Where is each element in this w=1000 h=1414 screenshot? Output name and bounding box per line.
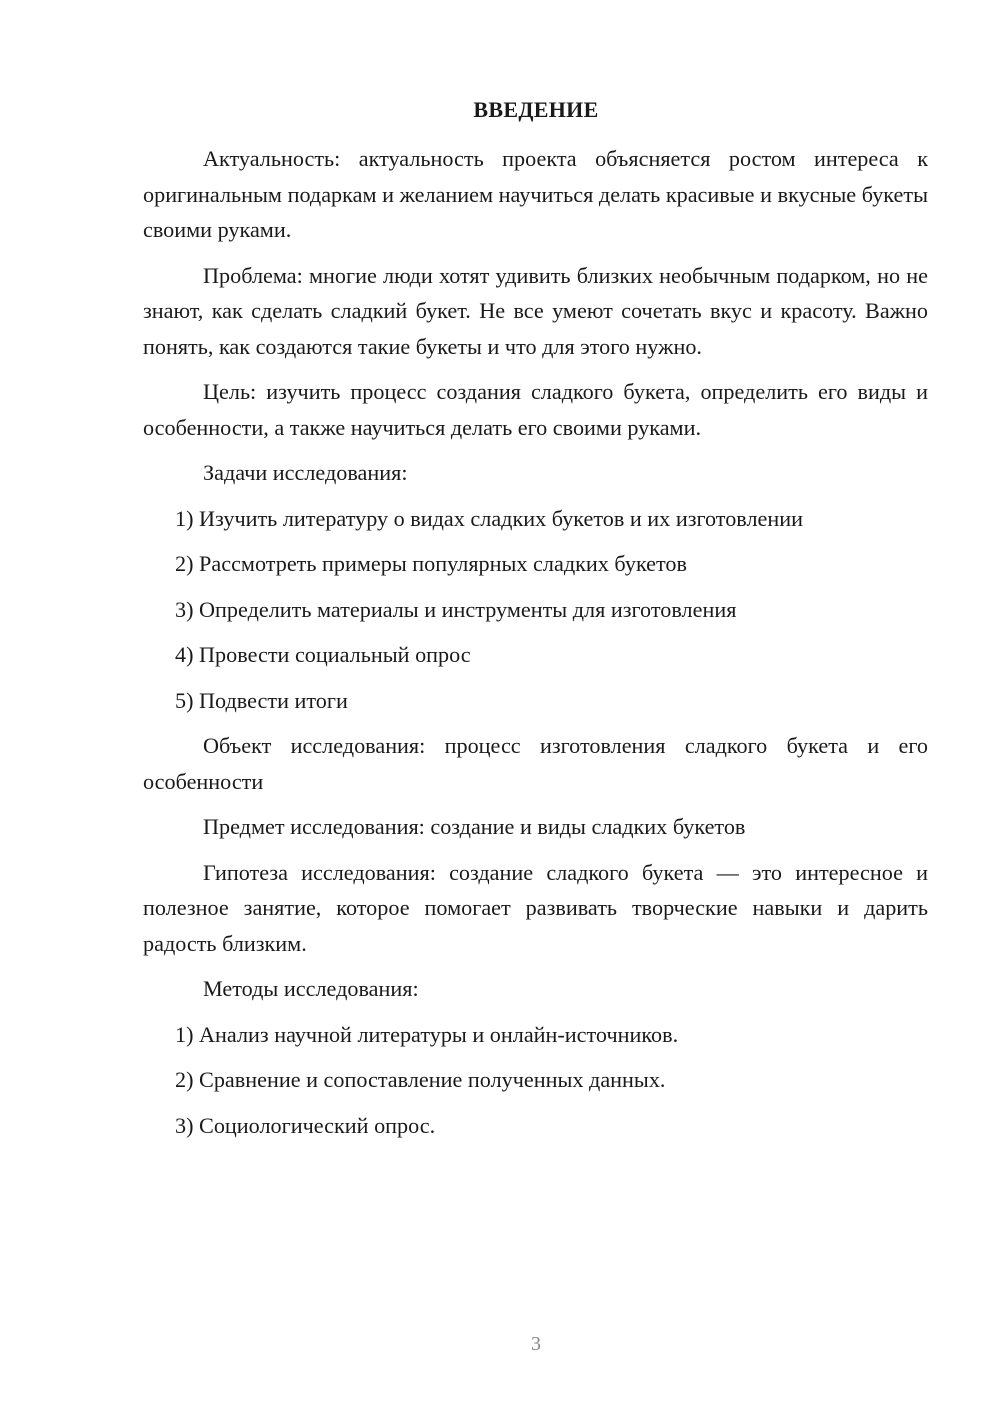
page-number: 3 bbox=[531, 1333, 541, 1355]
subject-paragraph: Предмет исследования: создание и виды сладких букетов bbox=[203, 814, 746, 839]
list-item: 1) Анализ научной литературы и онлайн-источников. bbox=[175, 1021, 679, 1047]
relevance-paragraph: Актуальность: актуальность проекта объясняется ростом интереса к оригинальным подаркам и желанием научиться делать красивые и вкусные букеты своими руками. bbox=[143, 146, 928, 242]
tasks-heading: Задачи исследования: bbox=[203, 460, 408, 485]
methods-list bbox=[143, 1017, 928, 1144]
goal-paragraph: Цель: изучить процесс создания сладкого букета, определить его виды и особенности, а также научиться делать его своими руками. bbox=[143, 379, 928, 440]
page-title: ВВЕДЕНИЕ bbox=[473, 97, 599, 122]
problem-paragraph: Проблема: многие люди хотят удивить близких необычным подарком, но не знают, как сделать сладкий букет. Не все умеют сочетать вкус и красоту. Важно понять, как создаются такие букеты и что для этого нужно. bbox=[143, 262, 928, 359]
list-item: 2) Сравнение и сопоставление полученных данных. bbox=[175, 1067, 666, 1092]
object-paragraph: Объект исследования: процесс изготовления сладкого букета и его особенности bbox=[143, 733, 928, 794]
list-item: 2) Рассмотреть примеры популярных сладких букетов bbox=[175, 551, 687, 576]
methods-heading: Методы исследования: bbox=[203, 976, 419, 1001]
list-item: 5) Подвести итоги bbox=[175, 687, 348, 713]
list-item: 1) Изучить литературу о видах сладких букетов и их изготовлении bbox=[175, 505, 804, 531]
list-item: 3) Социологический опрос. bbox=[175, 1112, 436, 1138]
document-body bbox=[143, 141, 928, 1153]
list-item: 4) Провести социальный опрос bbox=[175, 642, 471, 667]
hypothesis-paragraph: Гипотеза исследования: создание сладкого букета — это интересное и полезное занятие, которое помогает развивать творческие навыки и дарить радость близким. bbox=[143, 859, 928, 956]
list-item: 3) Определить материалы и инструменты для изготовления bbox=[175, 596, 737, 622]
tasks-list bbox=[143, 501, 928, 719]
